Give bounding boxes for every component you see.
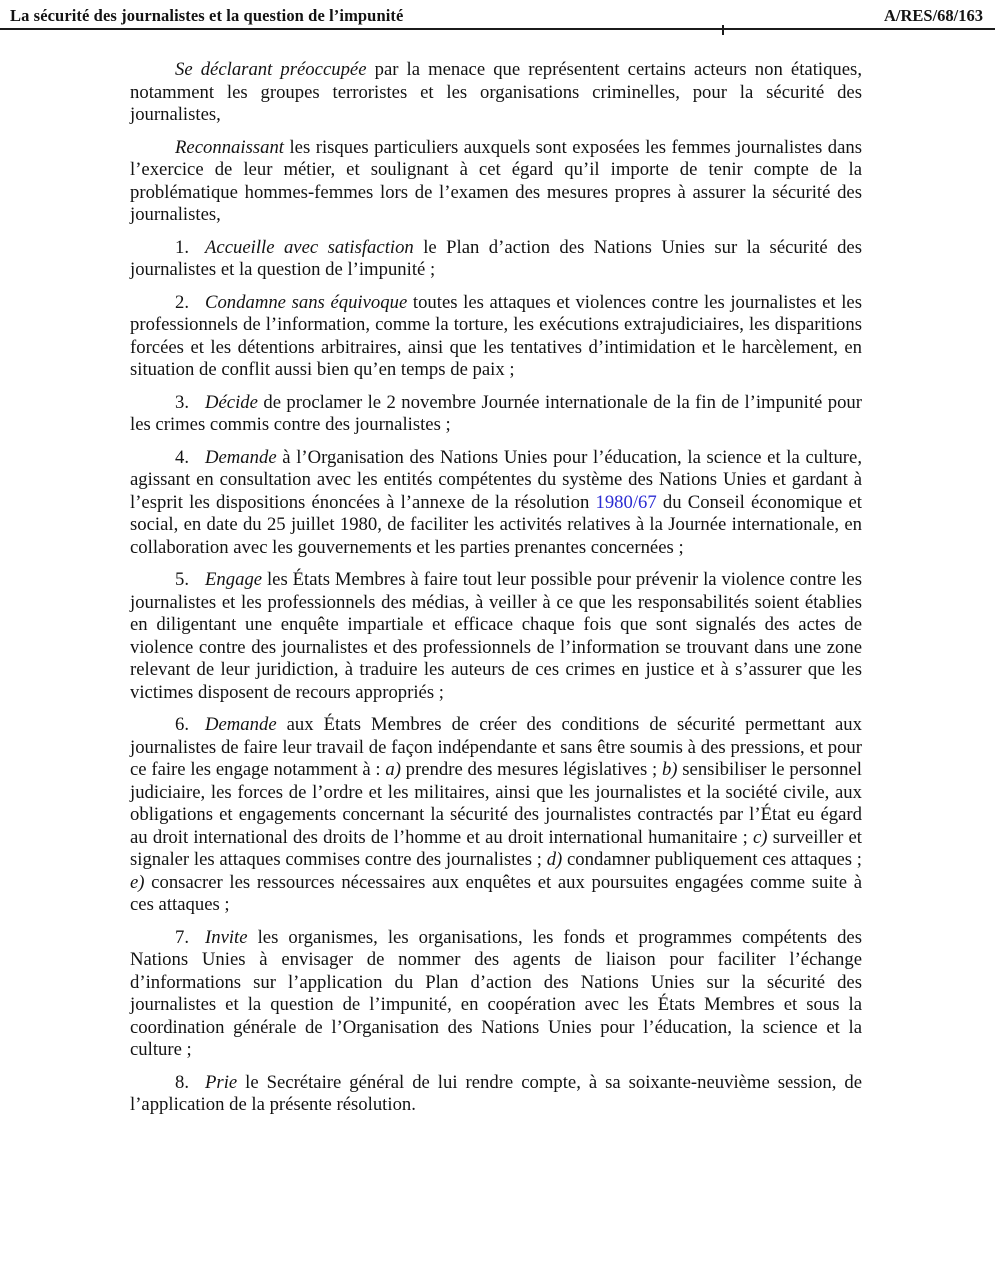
italic-text-run: Engage [205,569,263,590]
text-run: du Conseil économique et social, en date du 25 juillet 1980, de faciliter les activités relatives à la Journée internationale, en collaboration avec les gouvernements et les parties prenantes concernées ; [130,491,863,558]
text-run: consacrer les ressources nécessaires aux enquêtes et aux poursuites engagées comme suite à ces attaques ; [130,871,862,915]
text-run: aux États Membres de créer des conditions de sécurité permettant aux journalistes de faire leur travail de façon indépendante et sans être soumis à des pressions, et pour ce faire les engage notamment à : [130,714,862,780]
paragraph-number: 5. [175,569,190,590]
italic-text-run: Reconnaissant [175,136,284,158]
italic-text-run: Demande [205,714,277,735]
italic-text-run: Prie [205,1071,238,1093]
paragraph-number: 4. [175,446,190,468]
italic-text-run: Demande [205,446,277,468]
operative-paragraph-8 [130,1072,862,1117]
italic-text-run: b) [661,759,678,780]
rule-tick-mark [722,25,724,35]
italic-text-run: d) [546,849,563,870]
operative-paragraph-4 [130,447,862,560]
operative-paragraph-2 [130,292,862,382]
text-run: à l’Organisation des Nations Unies pour l’éducation, la science et la culture, agissant en consultation avec les entités compétentes du système des Nations Unies et gardant à l’esprit les dispositions énoncées à l’annexe de la résolution [130,446,862,513]
operative-paragraph-7 [130,927,862,1062]
paragraph-number: 6. [175,714,190,735]
header-rule [0,28,995,30]
text-run: surveiller et signaler les attaques commises contre des journalistes ; [130,826,862,870]
italic-text-run: e) [130,871,145,893]
text-run: prendre des mesures législatives ; [400,759,662,780]
paragraph-number: 1. [175,236,190,258]
operative-paragraph-6 [130,714,862,917]
operative-paragraph-5 [130,569,862,704]
paragraph-number: 7. [175,926,190,948]
document-title: La sécurité des journalistes et la question de l’impunité [10,6,404,25]
preamble-paragraph-1 [130,59,862,127]
operative-paragraph-1 [130,237,862,282]
text-run: les États Membres à faire tout leur possible pour prévenir la violence contre les journalistes et les professionnels des médias, à veiller à ce que les responsabilités soient établies en diligentant une enquête impartiale et efficace chaque fois que sont signalés des actes de violence contre des journalistes et des professionnels de l’information se trouvant dans une zone relevant de leur juridiction, à traduire les auteurs de ces crimes en justice et à s’assurer que les victimes disposent de recours appropriés ; [130,569,862,703]
text-run: de proclamer le 2 novembre Journée internationale de la fin de l’impunité pour les crimes commis contre des journalistes ; [130,391,862,435]
document-body [130,59,862,1117]
text-run: les organismes, les organisations, les fonds et programmes compétents des Nations Unies à envisager de nommer des agents de liaison pour faciliter l’échange d’informations sur l’application du Plan d’action des Nations Unies sur la sécurité des journalistes et la question de l’impunité, en coopération avec les États Membres et sous la coordination générale de l’Organisation des Nations Unies pour l’éducation, la science et la culture ; [130,926,862,1060]
italic-text-run: Décide [205,391,258,413]
paragraph-number: 3. [175,391,190,413]
italic-text-run: Condamne sans équivoque [205,291,408,313]
italic-text-run: Accueille avec satisfaction [205,236,414,258]
preamble-paragraph-2 [130,137,862,227]
text-run: par la menace que représentent certains acteurs non étatiques, notamment les groupes terroristes et les organisations criminelles, pour la sécurité des journalistes, [130,59,862,125]
italic-text-run: a) [385,759,401,780]
italic-text-run: Se déclarant préoccupée [175,59,367,80]
text-run: le Secrétaire général de lui rendre compte, à sa soixante-neuvième session, de l’application de la présente résolution. [130,1071,862,1115]
document-symbol: A/RES/68/163 [883,6,983,25]
text-run: toutes les attaques et violences contre les journalistes et les professionnels de l’information, comme la torture, les exécutions extrajudiciaires, les disparitions forcées et les détentions arbitraires, ainsi que les tentatives d’intimidation et le harcèlement, en situation de conflit aussi bien qu’en temps de paix ; [130,291,862,380]
paragraph-number: 2. [175,291,190,313]
italic-text-run: c) [752,826,768,848]
text-run: les risques particuliers auxquels sont exposées les femmes journalistes dans l’exercice de leur métier, et soulignant à cet égard qu’il importe de tenir compte de la problématique hommes-femmes lors de l’examen des mesures propres à assurer la sécurité des journalistes, [130,136,862,225]
page-header [0,0,995,26]
text-run: sensibiliser le personnel judiciaire, les forces de l’ordre et les militaires, ainsi que les journalistes et la société civile, aux obligations et engagements concernant la sécurité des journalistes contractés par l’État eu égard au droit international des droits de l’homme et au droit international humanitaire ; [130,759,862,848]
italic-text-run: Invite [205,926,248,948]
text-run: le Plan d’action des Nations Unies sur la sécurité des journalistes et la question de l’impunité ; [130,236,862,280]
paragraph-number: 8. [175,1071,190,1093]
resolution-1980-67-link[interactable]: 1980/67 [595,491,657,513]
text-run: condamner publiquement ces attaques ; [562,849,863,870]
operative-paragraph-3 [130,392,862,437]
